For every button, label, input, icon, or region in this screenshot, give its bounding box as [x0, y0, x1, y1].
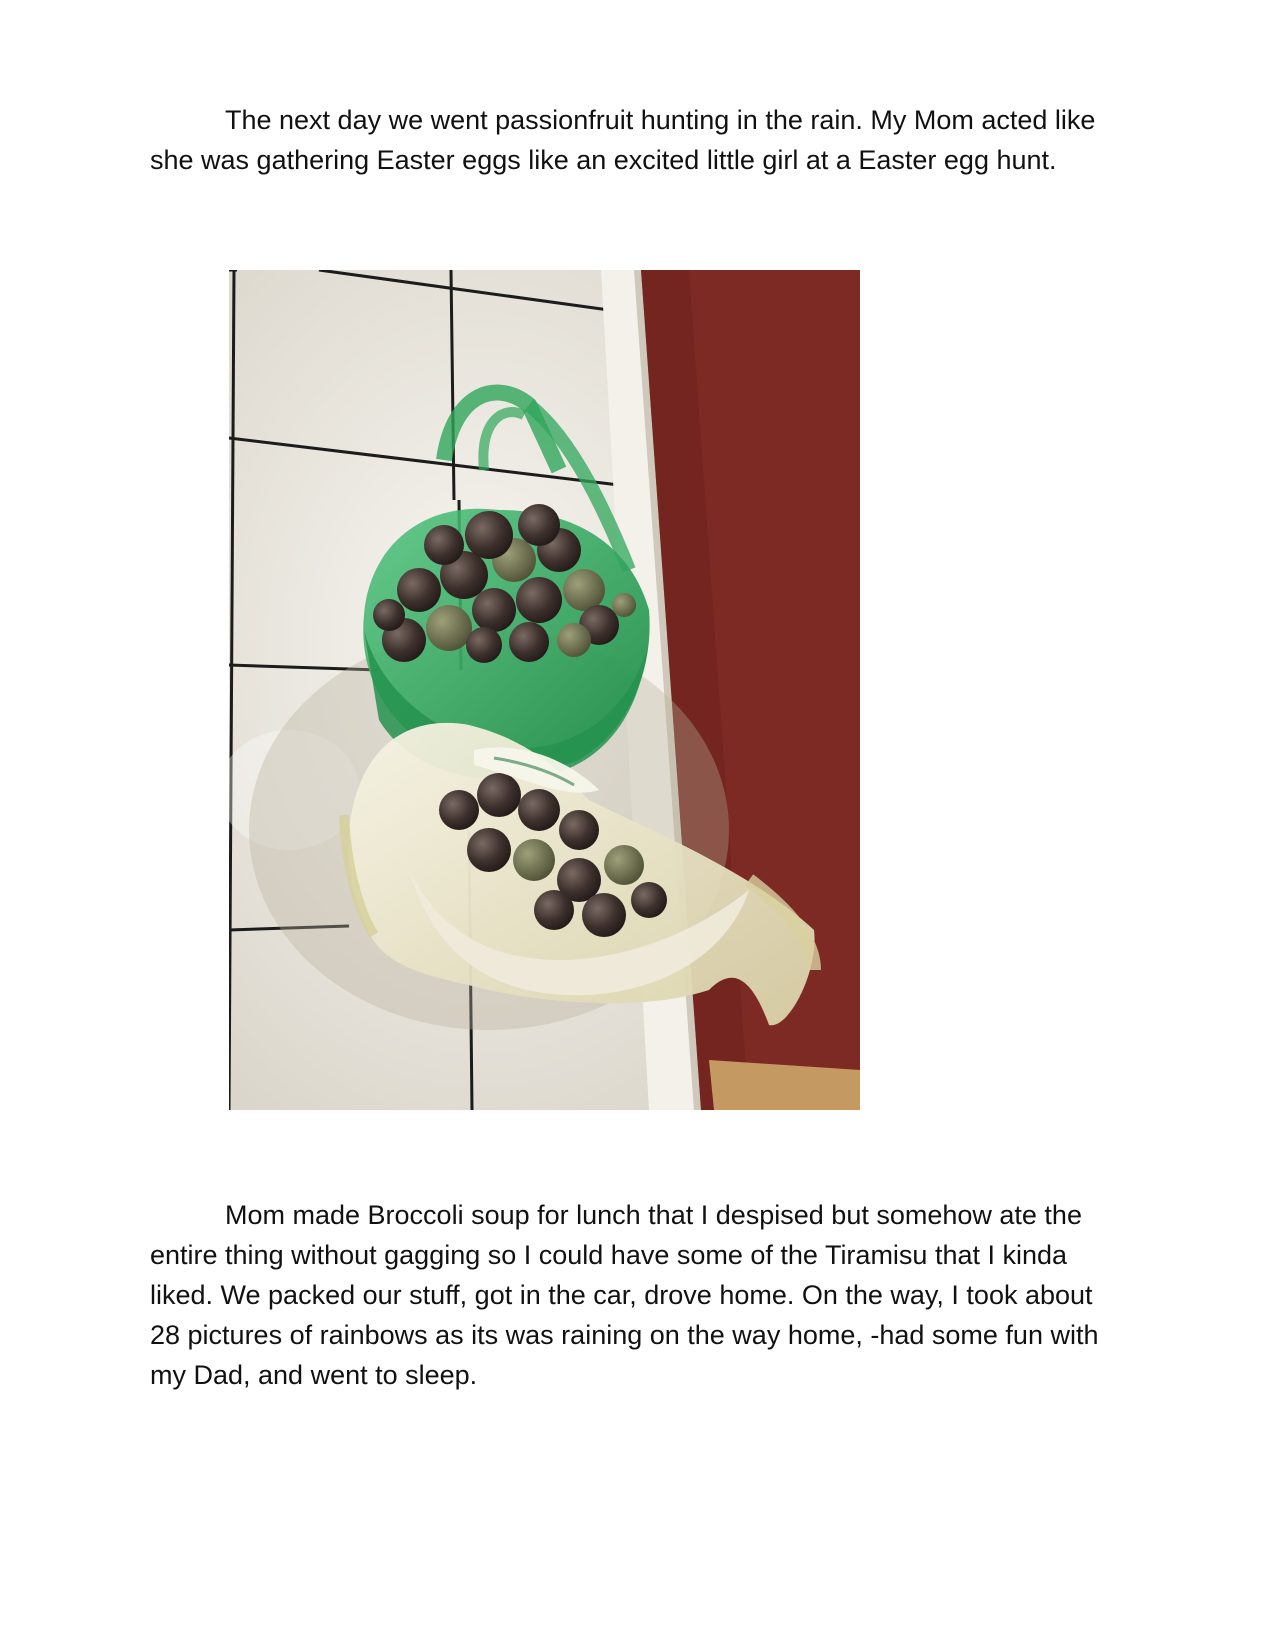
paragraph-2: Mom made Broccoli soup for lunch that I despised but somehow ate the entire thing without gagging so I could have some of the Tiramisu that I kinda liked. We packed our stuff, got in the car, drove home. On the way, I took about 28 pictures of rainbows as its was raining on the way home, -had some fun with my Dad, and went to sleep.	[150, 1200, 1099, 1390]
paragraph-1: The next day we went passionfruit hunting in the rain. My Mom acted like she was gathering Easter eggs like an excited little girl at a Easter egg hunt.	[150, 105, 1096, 175]
photo-passionfruit-bags	[229, 270, 860, 1110]
